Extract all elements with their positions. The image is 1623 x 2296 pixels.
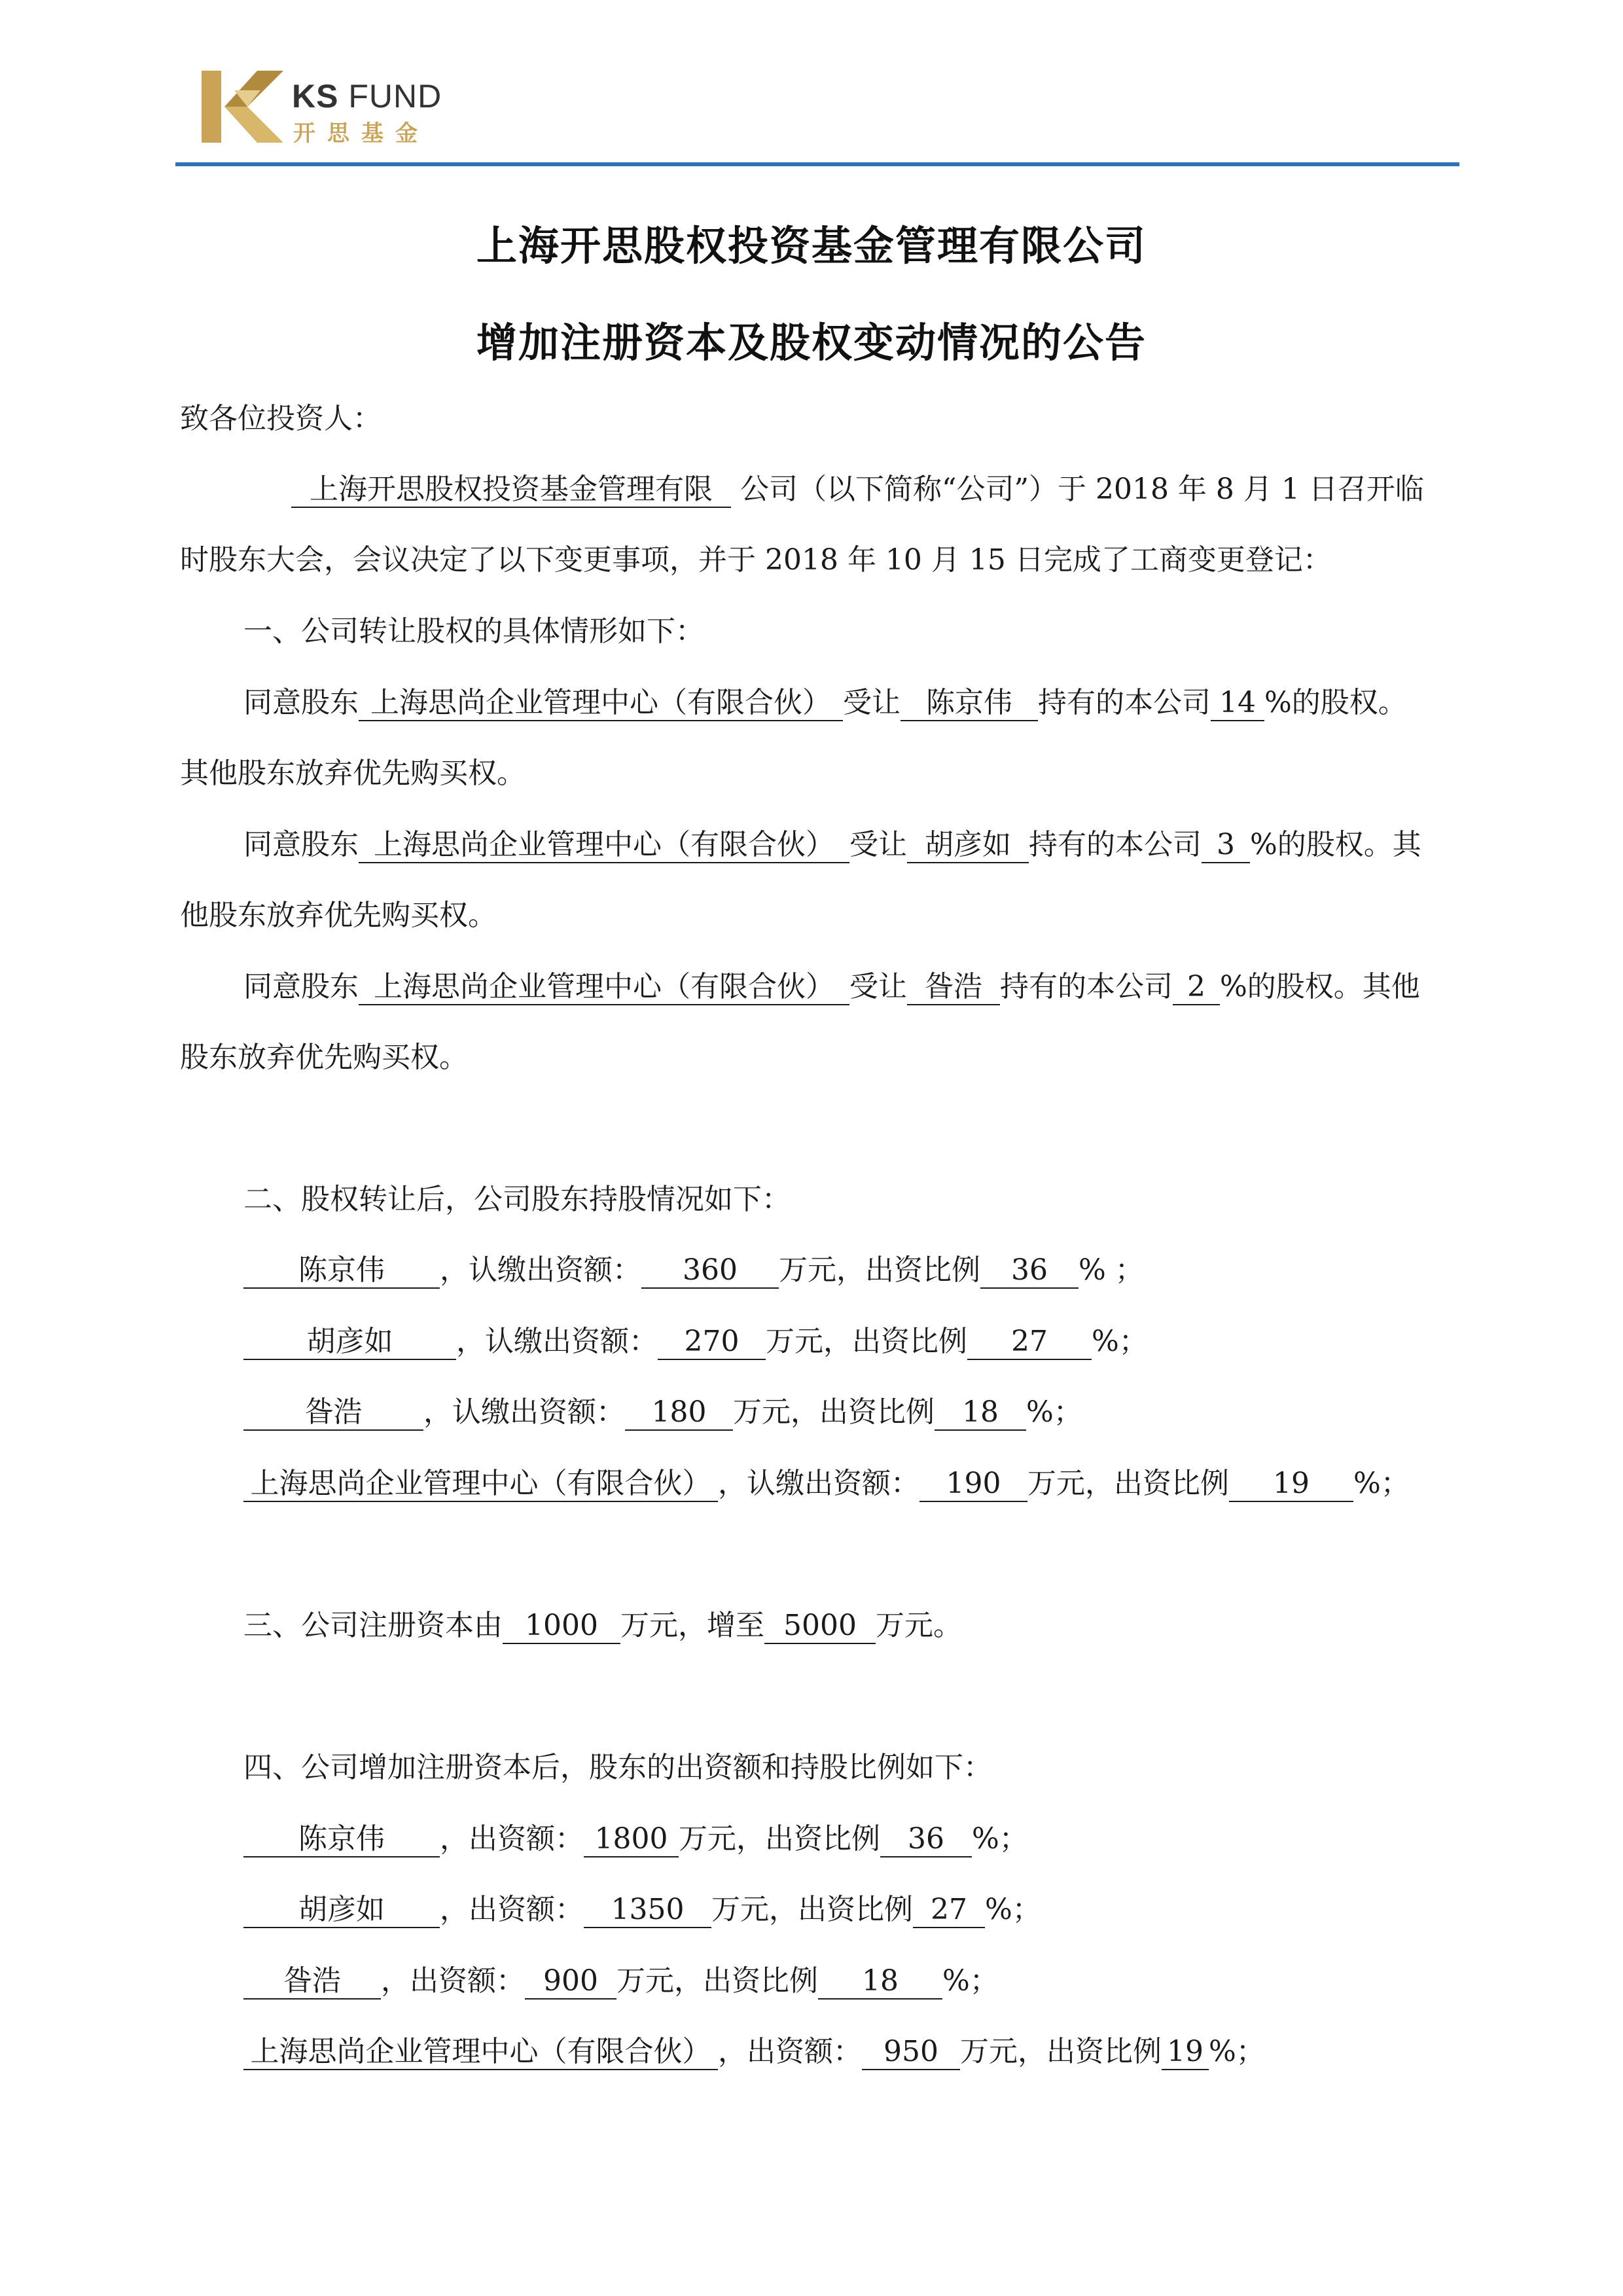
letterhead [175,46,1459,170]
greeting: 致各位投资人： [180,402,382,435]
section2-heading: 二、股权转让后，公司股东持股情况如下： [243,1183,791,1216]
logo-text-cn: 开思基金 [293,120,429,147]
transfer-row-cont: 他股东放弃优先购买权。 [180,899,497,932]
transfer-row-cont: 其他股东放弃优先购买权。 [180,757,526,790]
logo-text-en: KS FUND [292,78,442,115]
intro-line-1: 上海开思股权投资基金管理有限 公司（以下简称“公司”）于 2018 年 8 月 1 日召开临 [291,470,1424,509]
holding-row: 昝浩 ，认缴出资额： 180 万元，出资比例 18 %； [243,1393,1082,1432]
intro-line-2: 时股东大会，会议决定了以下变更事项，并于 2018 年 10 月 15 日完成了工商变更登记： [180,543,1332,577]
section4-heading: 四、公司增加注册资本后，股东的出资额和持股比例如下： [243,1751,992,1784]
holding-row: 胡彦如 ，认缴出资额： 270 万元，出资比例 27 %； [243,1322,1148,1361]
transfer-row: 同意股东 上海思尚企业管理中心（有限合伙） 受让 昝浩 持有的本公司 2 %的股权。其他 [243,967,1420,1007]
ks-fund-logo-icon [195,64,287,149]
contribution-row: 陈京伟 ，出资额： 1800 万元，出资比例 36 %； [243,1820,1028,1859]
section1-heading: 一、公司转让股权的具体情形如下： [243,615,704,648]
transfer-row: 同意股东 上海思尚企业管理中心（有限合伙） 受让 胡彦如 持有的本公司 3 %的股权。其 [243,825,1421,865]
header-rule [175,162,1459,166]
contribution-row: 上海思尚企业管理中心（有限合伙） ，出资额： 950 万元，出资比例 19 %； [243,2032,1265,2072]
transfer-row: 同意股东 上海思尚企业管理中心（有限合伙） 受让 陈京伟 持有的本公司 14 %的股权。 [243,683,1407,723]
page-subtitle: 增加注册资本及股权变动情况的公告 [476,319,1147,367]
section3-capital: 三、公司注册资本由 1000 万元，增至 5000 万元。 [243,1606,962,1645]
contribution-row: 昝浩 ，出资额： 900 万元，出资比例 18 %； [243,1962,999,2001]
holding-row: 陈京伟 ，认缴出资额： 360 万元，出资比例 36 % ； [243,1251,1144,1290]
company-name: 上海开思股权投资基金管理有限 [291,473,731,508]
holding-row: 上海思尚企业管理中心（有限合伙） ，认缴出资额： 190 万元，出资比例 19 %； [243,1464,1410,1503]
contribution-row: 胡彦如 ，出资额： 1350 万元，出资比例 27 %； [243,1890,1041,1929]
page-title: 上海开思股权投资基金管理有限公司 [476,222,1147,270]
transfer-row-cont: 股东放弃优先购买权。 [180,1041,468,1074]
